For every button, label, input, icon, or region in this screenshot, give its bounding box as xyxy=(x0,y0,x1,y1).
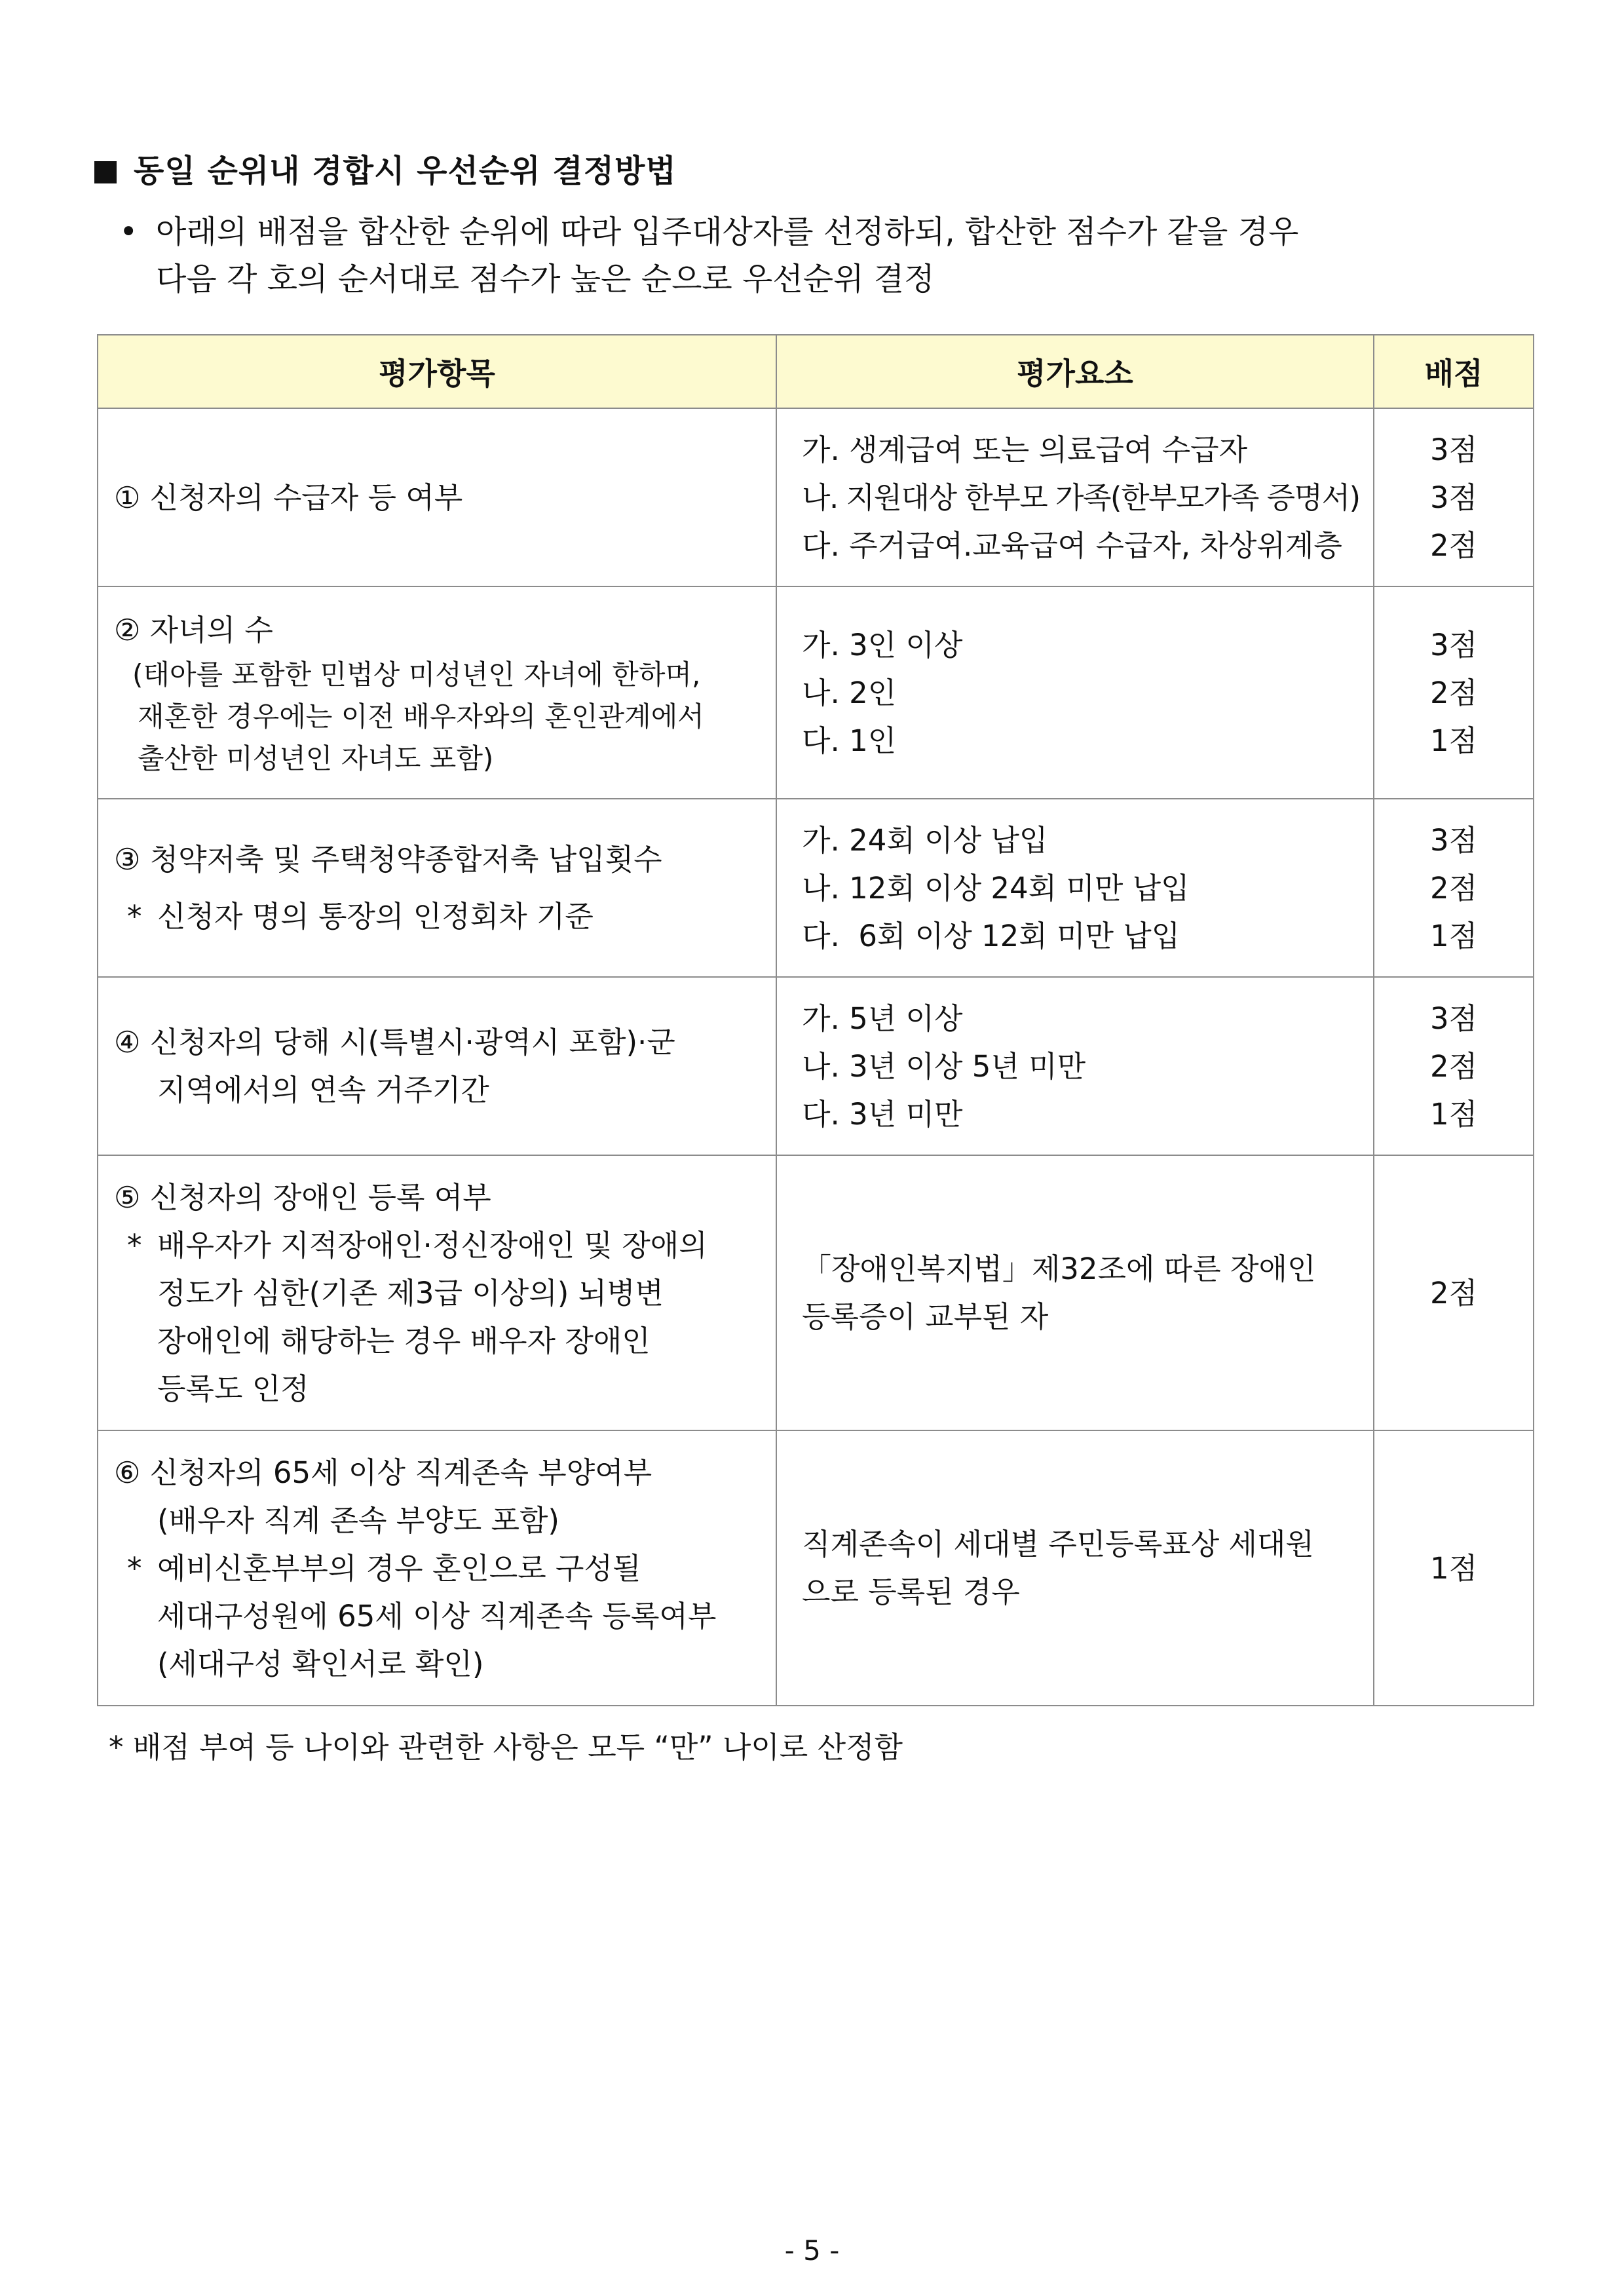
points-value: 2점 xyxy=(1429,870,1478,906)
asterisk-icon: * xyxy=(127,899,142,934)
item-continuation: 지역에서의 연속 거주기간 xyxy=(157,1073,489,1107)
points-value: 2점 xyxy=(1429,1048,1478,1084)
heading-text: 동일 순위내 경합시 우선순위 결정방법 xyxy=(134,153,677,189)
item-sub-line: 출산한 미성년인 자녀도 포함) xyxy=(138,742,494,775)
item-title: ⑤ 신청자의 장애인 등록 여부 xyxy=(114,1179,491,1215)
intro-line-2: 다음 각 호의 순서대로 점수가 높은 순으로 우선순위 결정 xyxy=(156,261,935,297)
item-note: * 배우자가 지적장애인·정신장애인 및 장애의 xyxy=(114,1221,761,1269)
points-cell xyxy=(1374,799,1534,977)
item-note-continuation: 세대구성원에 65세 이상 직계존속 등록여부 xyxy=(157,1598,717,1634)
points-value: 1점 xyxy=(1429,1096,1478,1132)
element-line: 가. 생계급여 또는 의료급여 수급자 xyxy=(802,432,1248,467)
item-note-continuation: 장애인에 해당하는 경우 배우자 장애인 xyxy=(157,1323,651,1358)
element-line: 다. 3년 미만 xyxy=(802,1096,963,1132)
table-header-row xyxy=(98,335,1534,408)
item-title: ③ 청약저축 및 주택청약종합저축 납입횟수 xyxy=(114,842,662,877)
element-line: 가. 5년 이상 xyxy=(802,1001,963,1036)
item-note-continuation: (세대구성 확인서로 확인) xyxy=(157,1646,484,1681)
footnote: * 배점 부여 등 나이와 관련한 사항은 모두 “만” 나이로 산정함 xyxy=(109,1730,903,1765)
item-title: ⑥ 신청자의 65세 이상 직계존속 부양여부 xyxy=(114,1455,652,1490)
element-cell xyxy=(776,977,1374,1155)
item-cell xyxy=(98,977,776,1155)
black-square-icon xyxy=(94,161,117,183)
points-value: 1점 xyxy=(1429,918,1478,953)
priority-score-table xyxy=(97,334,1534,1706)
item-note: * 신청자 명의 통장의 인정회차 기준 xyxy=(114,892,761,940)
table-row xyxy=(98,408,1534,586)
points-cell xyxy=(1374,1430,1534,1706)
page-number: - 5 - xyxy=(784,2234,840,2267)
points-value: 2점 xyxy=(1429,675,1478,710)
points-cell xyxy=(1374,586,1534,799)
element-line: 「장애인복지법」제32조에 따른 장애인 xyxy=(802,1252,1316,1286)
item-cell xyxy=(98,408,776,586)
item-title: ① 신청자의 수급자 등 여부 xyxy=(114,480,463,515)
element-cell xyxy=(776,1155,1374,1430)
table-row xyxy=(98,1155,1534,1430)
header-element: 평가요소 xyxy=(776,335,1374,408)
points-value: 1점 xyxy=(1429,1550,1478,1586)
points-value: 2점 xyxy=(1429,527,1478,563)
intro-line-1: 아래의 배점을 합산한 순위에 따라 입주대상자를 선정하되, 합산한 점수가 같을 경우 xyxy=(156,214,1299,250)
element-line: 등록증이 교부된 자 xyxy=(802,1299,1049,1334)
item-continuation: (배우자 직계 존속 부양도 포함) xyxy=(157,1502,559,1538)
points-value: 3점 xyxy=(1429,1001,1478,1036)
item-note-continuation: 정도가 심한(기존 제3급 이상의) 뇌병변 xyxy=(157,1275,664,1311)
table-row xyxy=(98,1430,1534,1706)
intro-paragraph xyxy=(119,208,1500,303)
section-heading xyxy=(94,145,677,191)
element-line: 나. 2인 xyxy=(802,675,897,710)
element-line: 다. 6회 이상 12회 미만 납입 xyxy=(802,918,1180,953)
element-line: 으로 등록된 경우 xyxy=(802,1575,1020,1609)
item-title: ④ 신청자의 당해 시(특별시·광역시 포함)·군 xyxy=(114,1025,675,1060)
points-cell xyxy=(1374,408,1534,586)
item-sub-line: 재혼한 경우에는 이전 배우자와의 혼인관계에서 xyxy=(138,700,704,733)
item-cell xyxy=(98,1430,776,1706)
element-line: 직계존속이 세대별 주민등록표상 세대원 xyxy=(802,1527,1314,1561)
element-line: 다. 주거급여.교육급여 수급자, 차상위계층 xyxy=(802,527,1342,563)
element-cell xyxy=(776,1430,1374,1706)
points-value: 3점 xyxy=(1429,432,1478,467)
item-cell xyxy=(98,586,776,799)
header-item: 평가항목 xyxy=(98,335,776,408)
item-cell xyxy=(98,1155,776,1430)
item-note: * 예비신혼부부의 경우 혼인으로 구성될 xyxy=(114,1544,761,1592)
element-line: 가. 3인 이상 xyxy=(802,627,963,662)
header-points: 배점 xyxy=(1374,335,1534,408)
element-line: 나. 12회 이상 24회 미만 납입 xyxy=(802,870,1190,906)
points-value: 2점 xyxy=(1429,1275,1478,1311)
element-line: 나. 3년 이상 5년 미만 xyxy=(802,1048,1086,1084)
bullet-icon: • xyxy=(119,214,138,250)
table-row xyxy=(98,799,1534,977)
table-row xyxy=(98,977,1534,1155)
table-row xyxy=(98,586,1534,799)
element-cell xyxy=(776,586,1374,799)
element-cell xyxy=(776,799,1374,977)
points-value: 3점 xyxy=(1429,822,1478,858)
points-value: 3점 xyxy=(1429,627,1478,662)
points-value: 1점 xyxy=(1429,723,1478,758)
points-cell xyxy=(1374,977,1534,1155)
element-line: 다. 1인 xyxy=(802,723,897,758)
points-value: 3점 xyxy=(1429,480,1478,515)
asterisk-icon: * xyxy=(127,1550,142,1586)
element-line: 가. 24회 이상 납입 xyxy=(802,822,1048,858)
item-title: ② 자녀의 수 xyxy=(114,612,273,647)
item-note-continuation: 등록도 인정 xyxy=(157,1371,309,1406)
element-line: 나. 지원대상 한부모 가족(한부모가족 증명서) xyxy=(802,480,1360,515)
asterisk-icon: * xyxy=(127,1227,142,1263)
item-sub-line: (태아를 포함한 민법상 미성년인 자녀에 한하며, xyxy=(132,658,701,691)
points-cell xyxy=(1374,1155,1534,1430)
item-cell xyxy=(98,799,776,977)
element-cell xyxy=(776,408,1374,586)
